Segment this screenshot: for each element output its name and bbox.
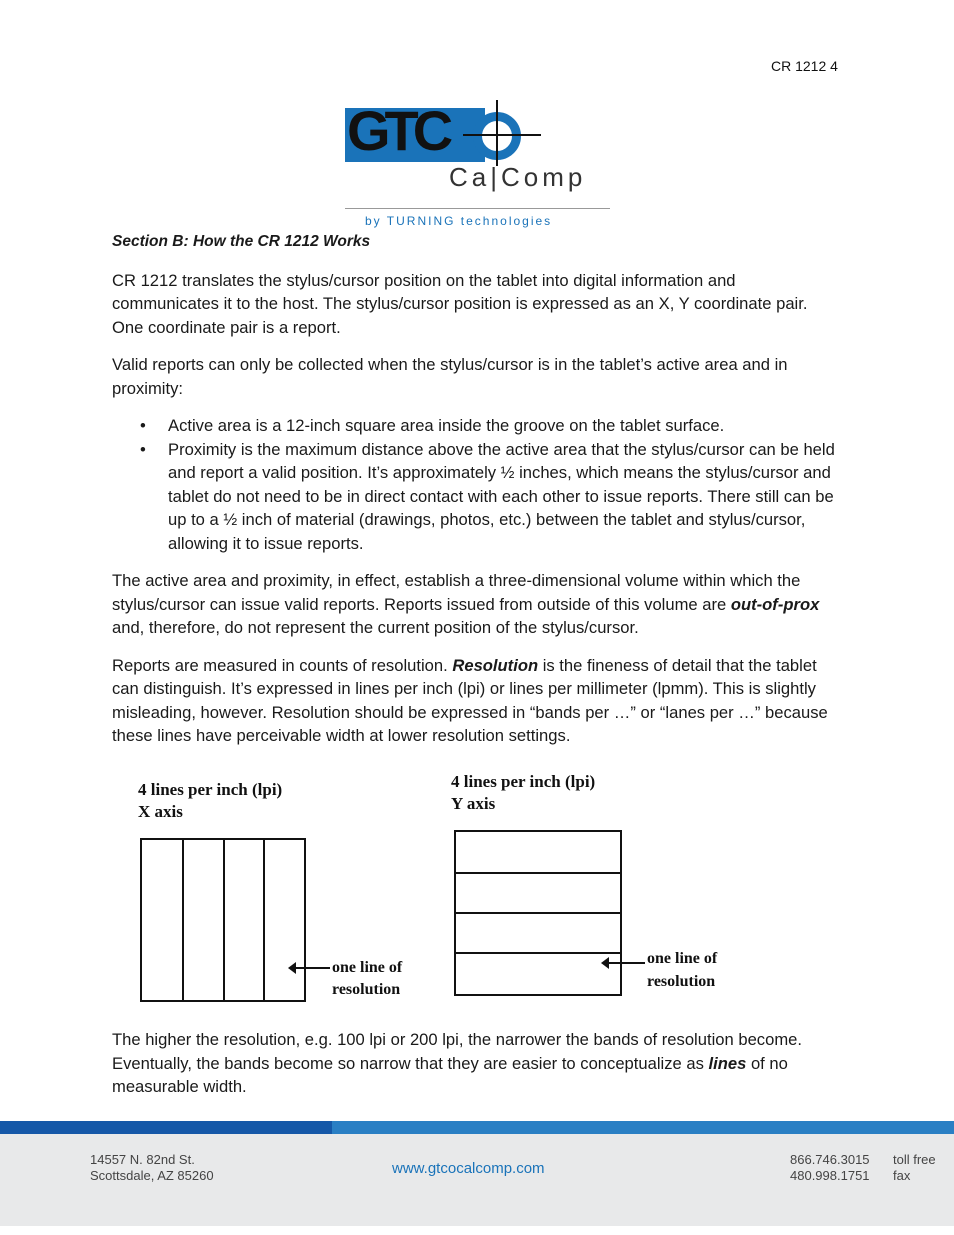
figure-x-axis <box>138 780 438 1005</box>
page-number: CR 1212 4 <box>771 58 838 74</box>
callout-label: one line of <box>647 950 718 967</box>
logo-crosshair-v <box>496 100 498 166</box>
term-resolution: Resolution <box>452 655 539 675</box>
paragraph <box>112 569 842 640</box>
list-item: • Proximity is the maximum distance above the active area that the stylus/cursor can be held and report a valid position. It’s approximately ½ inches, which means the stylus/cursor and tablet do not need to be in direct contact with each other to issue reports. There still can be up to a ½ inch of material (drawings, photos, etc.) between the tablet and stylus/cursor, allowing it to issue reports. <box>168 438 842 556</box>
band-divider <box>182 840 184 1000</box>
logo-crosshair-h <box>463 134 541 136</box>
figure-y-axis <box>451 772 751 1002</box>
figure-x-axis-label: X axis <box>138 802 183 821</box>
footer-phones <box>790 1152 870 1184</box>
band-divider <box>223 840 225 1000</box>
footer-address <box>90 1152 214 1184</box>
term-lines: lines <box>708 1053 747 1073</box>
callout-label: resolution <box>332 981 401 998</box>
phone-fax: 480.998.1751 <box>790 1168 870 1183</box>
y-axis-bands-box <box>454 830 622 996</box>
address-line: Scottsdale, AZ 85260 <box>90 1168 214 1183</box>
paragraph <box>112 654 842 748</box>
footer-website-link[interactable]: www.gtcocalcomp.com <box>392 1160 545 1177</box>
page-footer <box>0 1134 954 1226</box>
bullet-list <box>112 414 842 555</box>
text-run: and, therefore, do not represent the current position of the stylus/cursor. <box>112 618 639 637</box>
band-divider <box>456 912 620 914</box>
logo-gtc-text: GTC <box>347 99 448 162</box>
logo-byline: by TURNING technologies <box>365 214 553 228</box>
phone-label: fax <box>893 1168 911 1183</box>
callout-arrow <box>607 962 645 964</box>
band-divider <box>456 952 620 954</box>
callout-label: one line of <box>332 959 403 976</box>
text-run: Reports are measured in counts of resolution. <box>112 655 453 675</box>
callout-label: resolution <box>647 973 716 990</box>
gtco-calcomp-logo <box>345 100 610 230</box>
text-run: The active area and proximity, in effect, establish a three-dimensional volume within which the stylus/cursor can issue valid reports. Reports issued from outside of this volume are <box>112 571 801 614</box>
band-divider <box>263 840 265 1000</box>
figure-y-axis-label: Y axis <box>451 794 496 813</box>
logo-divider <box>345 208 610 209</box>
x-axis-bands-box <box>140 838 306 1002</box>
figure-y-title: 4 lines per inch (lpi) <box>451 772 596 791</box>
list-item: • Active area is a 12-inch square area inside the groove on the tablet surface. <box>168 414 842 438</box>
address-line: 14557 N. 82nd St. <box>90 1152 195 1167</box>
text-run: of no measurable width. <box>112 1053 788 1096</box>
text-run: The higher the resolution, e.g. 100 lpi or 200 lpi, the narrower the bands of resolution become. Eventually, the bands become so narrow that they are easier to conceptualize as <box>112 1030 802 1073</box>
footer-phone-labels <box>893 1152 936 1184</box>
paragraph <box>112 1028 842 1099</box>
phone-toll-free: 866.746.3015 <box>790 1152 870 1167</box>
section-title: Section B: How the CR 1212 Works <box>112 233 371 250</box>
callout-arrow <box>294 967 330 969</box>
logo-calcomp-text: Ca|Comp <box>449 162 587 192</box>
main-content <box>112 230 842 762</box>
term-out-of-prox: out-of-prox <box>730 594 820 614</box>
paragraph: CR 1212 translates the stylus/cursor position on the tablet into digital information and communicates it to the host. The stylus/cursor position is expressed as an X, Y coordinate pair. One coordinate pair is a report. <box>112 270 808 337</box>
paragraph: Valid reports can only be collected when the stylus/cursor is in the tablet’s active area and in proximity: <box>112 355 788 398</box>
figure-x-title: 4 lines per inch (lpi) <box>138 780 283 799</box>
footer-accent-bar-dark <box>0 1121 332 1134</box>
closing-paragraph <box>112 1028 842 1099</box>
phone-label: toll free <box>893 1152 936 1167</box>
band-divider <box>456 872 620 874</box>
text-run: is the fineness of detail that the tablet can distinguish. It’s expressed in lines per inch (lpi) or lines per millimeter (lpmm). This is slightly misleading, however. Resolution should be expressed in “bands per …” or “lanes per …” because these lines have perceivable width at lower resolution settings. <box>112 655 828 745</box>
